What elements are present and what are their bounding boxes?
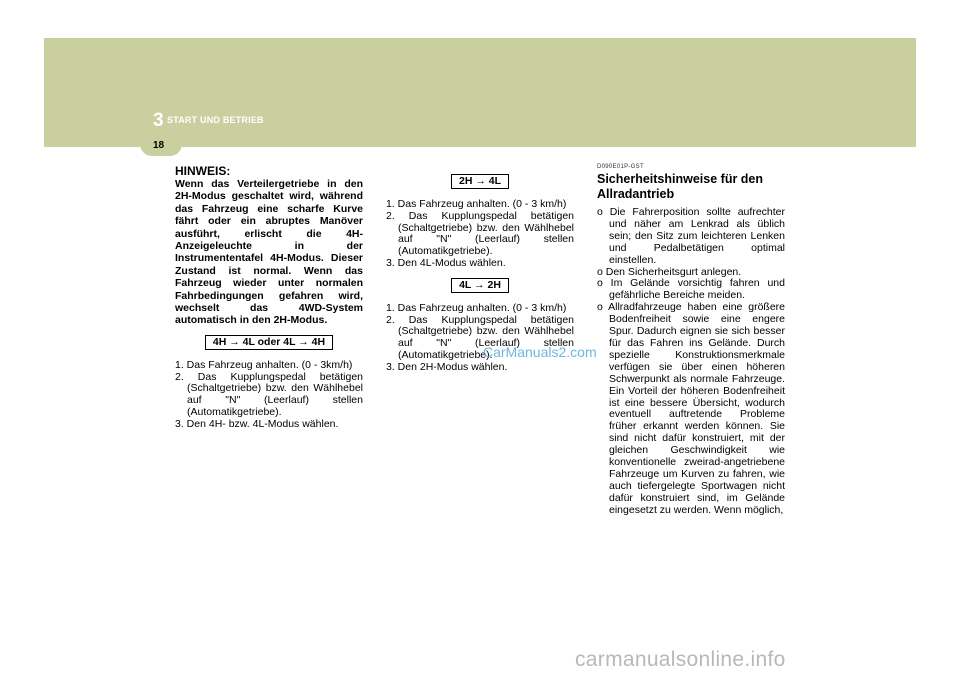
list-item: o Die Fahrerposition sollte aufrechter und näher am Lenkrad als üblich sein; den Sitz zum leichteren Lenken und Pedalbetätigen optimal einstellen. — [597, 206, 785, 266]
page-number: 18 — [153, 140, 165, 151]
steps-4l-2h — [386, 303, 574, 374]
mode-box-2h-4l: 2H → 4L — [451, 174, 509, 189]
list-item: 2. Das Kupplungspedal betätigen (Schaltgetriebe) bzw. den Wählhebel auf "N" (Leerlauf) stellen (Automatikgetriebe). — [175, 370, 363, 419]
list-item: 3. Den 4H- bzw. 4L-Modus wählen. — [175, 417, 339, 430]
list-item: 2. Das Kupplungspedal betätigen (Schaltgetriebe) bzw. den Wählhebel auf "N" (Leerlauf) stellen (Automatikgetriebe). — [386, 313, 574, 361]
list-item: 1. Das Fahrzeug anhalten. (0 - 3km/h) — [175, 358, 353, 371]
watermark-carmanualsonline: carmanualsonline.info — [575, 648, 786, 671]
chapter-header-band — [44, 38, 916, 147]
section-title: Sicherheitshinweise für den Allradantrieb — [597, 172, 764, 201]
chapter-title: START UND BETRIEB — [167, 115, 264, 125]
steps-4h-4l — [175, 360, 363, 431]
mode-box-4h-4l: 4H → 4L oder 4L → 4H — [205, 335, 333, 350]
list-item: o Den Sicherheitsgurt anlegen. — [597, 265, 742, 278]
list-item: 3. Den 4L-Modus wählen. — [386, 256, 506, 269]
steps-2h-4l — [386, 199, 574, 270]
column-left — [175, 164, 363, 431]
section-code: D090E01P-GST — [597, 164, 644, 170]
list-item: 3. Den 2H-Modus wählen. — [386, 360, 508, 373]
column-right — [597, 164, 785, 517]
watermark-carmanuals2: CarManuals2.com — [483, 344, 597, 360]
list-item: o Allradfahrzeuge haben eine größere Bodenfreiheit sowie eine engere Spur. Dadurch eignen sie sich besser für das Fahren ins Gelände. Durch spezielle Konstruktionsmerkmale verfügen sie über einen höheren Schwerpunkt als normale Fahrzeuge. Ein Vorteil der höheren Bodenfreiheit ist eine bessere Übersicht, wodurch eventuell auftretende Probleme früher erkannt werden können. Sie sind nicht dafür konstruiert, mit der gleichen Geschwindigkeit wie konventionelle zweirad-angetriebene Fahrzeuge um Kurven zu fahren, wie auch tiefergelegte Sportwagen nicht dafür konstruiert sind, im Gelände eingesetzt zu werden. Wenn möglich, — [597, 301, 785, 516]
chapter-number: 3 — [153, 110, 164, 131]
list-item: 2. Das Kupplungspedal betätigen (Schaltgetriebe) bzw. den Wählhebel auf "N" (Leerlauf) stellen (Automatikgetriebe). — [386, 209, 574, 258]
note-heading: HINWEIS: — [175, 164, 231, 178]
list-item: o Im Gelände vorsichtig fahren und gefährliche Bereiche meiden. — [597, 277, 785, 302]
note-body: Wenn das Verteilergetriebe in den 2H-Modus geschaltet wird, während das Fahrzeug eine scharfe Kurve fährt oder ein abruptes Manöver ausführt, erlischt die 4H-Anzeigeleuchte in der Instrumententafel 4H-Modus. Dieser Zustand ist normal. Wenn das Fahrzeug wieder unter normalen Fahrbedingungen gefahren wird, wechselt das 4WD-System automatisch in den 2H-Modus. — [175, 178, 363, 327]
mode-box-4l-2h: 4L → 2H — [451, 278, 509, 293]
list-item: 1. Das Fahrzeug anhalten. (0 - 3 km/h) — [386, 301, 567, 314]
safety-bullets — [597, 207, 785, 517]
list-item: 1. Das Fahrzeug anhalten. (0 - 3 km/h) — [386, 198, 567, 210]
